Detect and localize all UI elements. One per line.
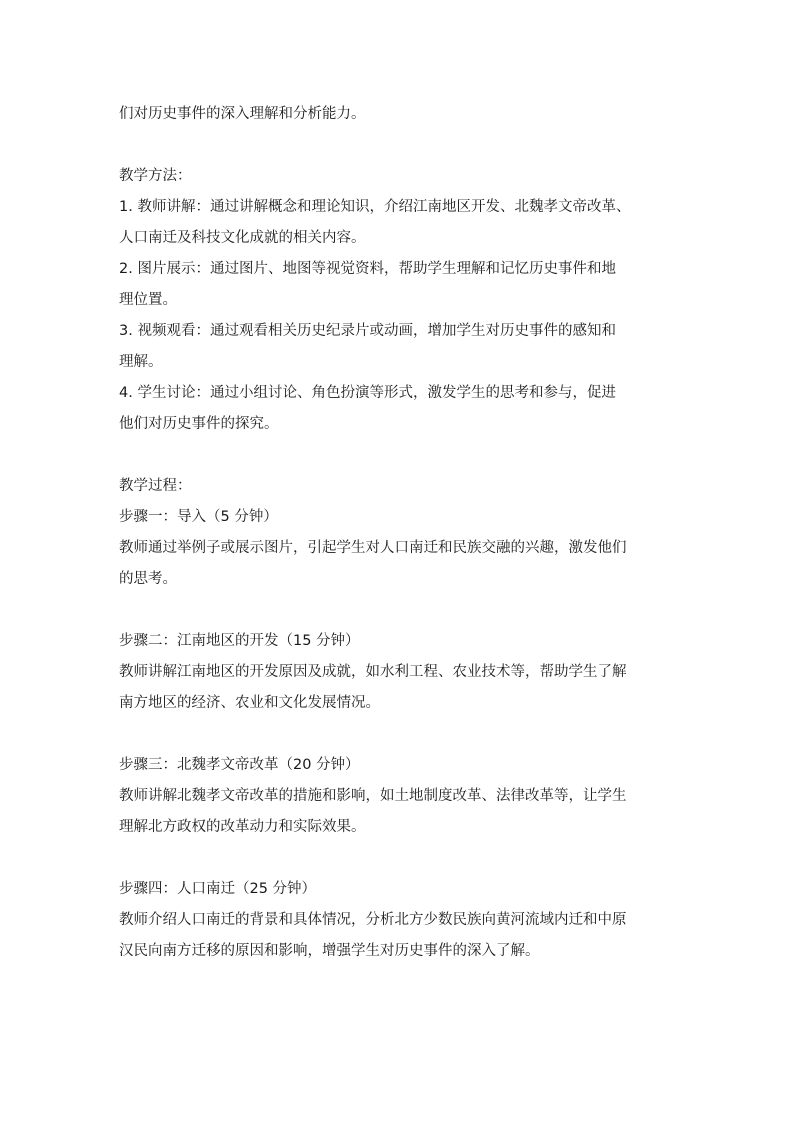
step-1-line-2: 的思考。	[119, 571, 177, 587]
methods-heading: 教学方法：	[119, 168, 192, 184]
step-3-title: 步骤三：北魏孝文帝改革（20 分钟）	[119, 757, 360, 773]
intro-tail-text: 们对历史事件的深入理解和分析能力。	[119, 106, 366, 122]
step-1-title: 步骤一：导入（5 分钟）	[119, 509, 278, 525]
method-item-2-line-1: 2. 图片展示：通过图片、地图等视觉资料，帮助学生理解和记忆历史事件和地	[119, 261, 616, 277]
process-heading: 教学过程：	[119, 478, 192, 494]
spacer	[119, 130, 699, 161]
step-4-line-1: 教师介绍人口南迁的背景和具体情况，分析北方少数民族向黄河流域内迁和中原	[119, 912, 627, 928]
step-3-line-2: 理解北方政权的改革动力和实际效果。	[119, 819, 366, 835]
spacer	[119, 843, 699, 874]
step-1-line-1: 教师通过举例子或展示图片，引起学生对人口南迁和民族交融的兴趣，激发他们	[119, 540, 627, 556]
spacer	[119, 719, 699, 750]
step-2-line-1: 教师讲解江南地区的开发原因及成就，如水利工程、农业技术等，帮助学生了解	[119, 664, 627, 680]
method-item-2-line-2: 理位置。	[119, 292, 177, 308]
method-item-1-line-2: 人口南迁及科技文化成就的相关内容。	[119, 230, 366, 246]
step-4-title: 步骤四：人口南迁（25 分钟）	[119, 881, 317, 897]
method-item-3-line-2: 理解。	[119, 354, 163, 370]
step-2-line-2: 南方地区的经济、农业和文化发展情况。	[119, 695, 380, 711]
method-item-3-line-1: 3. 视频观看：通过观看相关历史纪录片或动画，增加学生对历史事件的感知和	[119, 323, 616, 339]
step-4-line-2: 汉民向南方迁移的原因和影响，增强学生对历史事件的深入了解。	[119, 943, 540, 959]
step-3-line-1: 教师讲解北魏孝文帝改革的措施和影响，如土地制度改革、法律改革等，让学生	[119, 788, 627, 804]
spacer	[119, 440, 699, 471]
step-2-title: 步骤二：江南地区的开发（15 分钟）	[119, 633, 360, 649]
document-body	[119, 99, 699, 967]
method-item-4-line-2: 他们对历史事件的探究。	[119, 416, 279, 432]
method-item-4-line-1: 4. 学生讨论：通过小组讨论、角色扮演等形式，激发学生的思考和参与，促进	[119, 385, 616, 401]
spacer	[119, 595, 699, 626]
method-item-1-line-1: 1. 教师讲解：通过讲解概念和理论知识，介绍江南地区开发、北魏孝文帝改革、	[119, 199, 631, 215]
